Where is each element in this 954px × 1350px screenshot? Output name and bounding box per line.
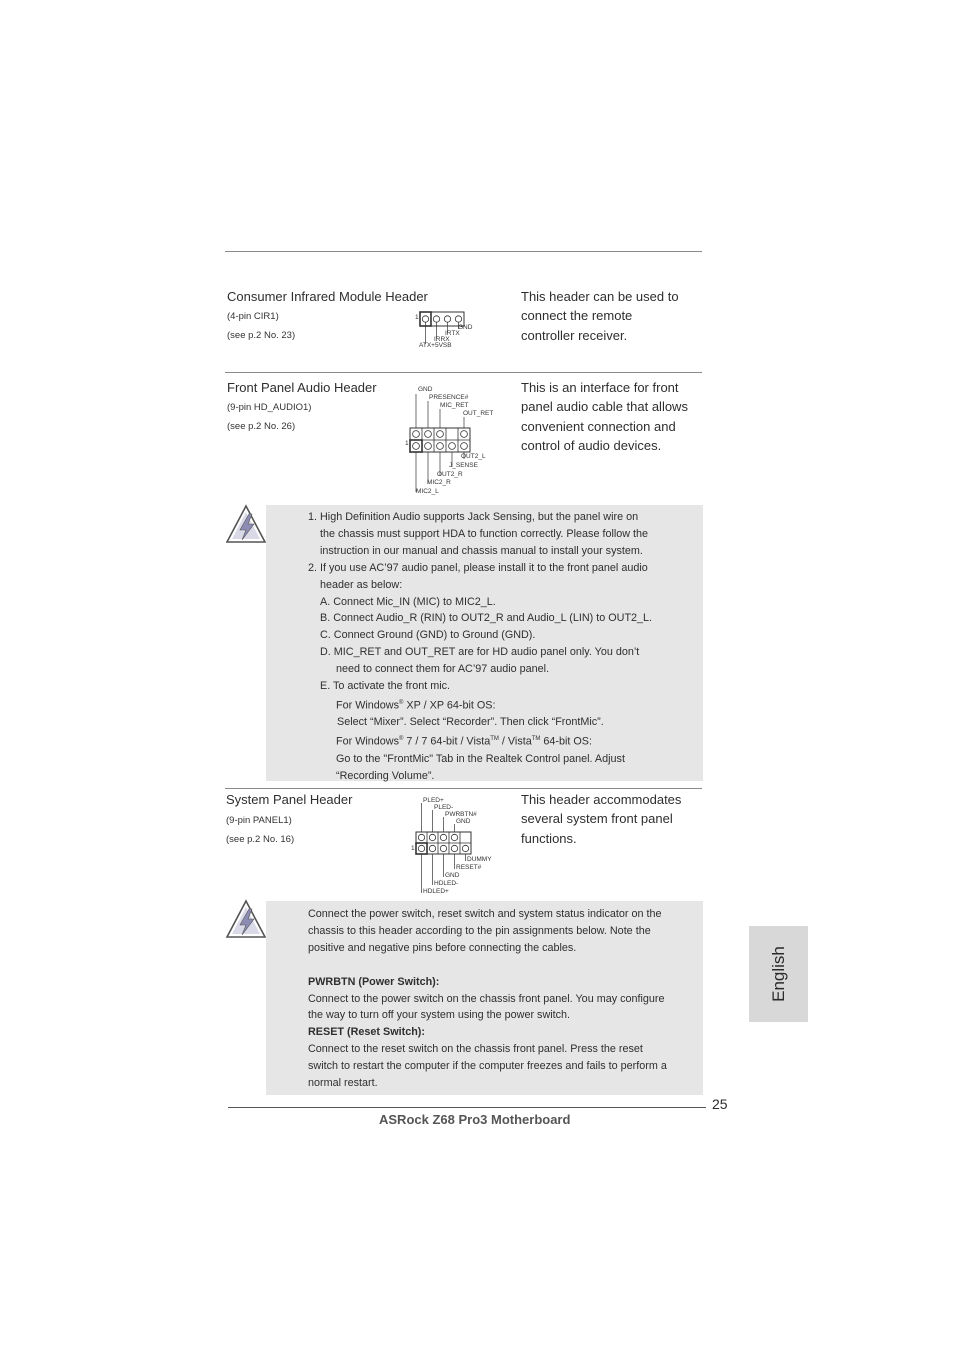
panel-title: System Panel Header	[226, 792, 353, 807]
note-line: C. Connect Ground (GND) to Ground (GND).	[320, 629, 536, 642]
note-line: Go to the "FrontMic" Tab in the Realtek Control panel. Adjust	[336, 752, 625, 765]
footer-rule	[228, 1107, 706, 1108]
cir-see: (see p.2 No. 23)	[227, 330, 296, 341]
footer-product: ASRock Z68 Pro3 Motherboard	[379, 1112, 571, 1127]
cir-pins: (4-pin CIR1)	[227, 311, 279, 322]
note-line-win7: For Windows® 7 / 7 64-bit / Vista™ / Vista™ 64-bit OS:	[336, 735, 593, 748]
panel-pwrbtn-label: PWRBTN#	[445, 811, 477, 818]
panel-see: (see p.2 No. 16)	[226, 834, 295, 845]
cir-title: Consumer Infrared Module Header	[227, 289, 428, 304]
audio-desc-line: panel audio cable that allows	[521, 399, 688, 415]
panel-diagram	[410, 795, 500, 895]
top-rule	[225, 251, 702, 252]
note-spacer	[308, 957, 698, 974]
note-line: header as below:	[320, 578, 403, 591]
cir-irrx-label: IRRX	[434, 336, 450, 343]
note-line: 2. If you use AC’97 audio panel, please install it to the front panel audio	[308, 561, 648, 574]
note-line: Connect to the power switch on the chassis front panel. You may configure	[308, 992, 665, 1005]
section-divider	[225, 372, 702, 373]
panel-pins: (9-pin PANEL1)	[226, 815, 292, 826]
note-line-xp: For Windows® XP / XP 64-bit OS:	[336, 699, 496, 712]
panel-desc-line: several system front panel	[521, 811, 673, 827]
note-line: normal restart.	[308, 1077, 378, 1090]
note-line: the way to turn off your system using the power switch.	[308, 1009, 571, 1022]
note-line: Connect to the reset switch on the chassis front panel. Press the reset	[308, 1043, 643, 1056]
cir-desc-line: This header can be used to	[521, 289, 679, 304]
note-line: the chassis must support HDA to function correctly. Please follow the	[320, 527, 649, 540]
cir-description	[521, 287, 679, 345]
note-line: positive and negative pins before connecting the cables.	[308, 941, 577, 954]
cir-irtx-label: IRTX	[445, 330, 460, 337]
audio-diagram	[404, 384, 504, 498]
note-line: 1. High Definition Audio supports Jack Sensing, but the panel wire on	[308, 511, 639, 523]
note-line: E. To activate the front mic.	[320, 680, 451, 693]
language-tab-label: English	[768, 946, 788, 1002]
audio-see: (see p.2 No. 26)	[227, 421, 296, 432]
note-line: D. MIC_RET and OUT_RET are for HD audio panel only. You don’t	[320, 646, 640, 659]
audio-desc-line: convenient connection and	[521, 418, 676, 434]
panel-dummy-label: DUMMY	[467, 856, 492, 863]
audio-out-ret-label: OUT_RET	[463, 410, 494, 417]
panel-desc-line: This header accommodates	[521, 792, 682, 807]
note-line: chassis to this header according to the pin assignments below. Note the	[308, 924, 651, 937]
audio-j-sense-label: J_SENSE	[449, 462, 478, 469]
audio-mic2-r-label: MIC2_R	[427, 479, 451, 486]
panel-pled-minus-label: PLED-	[434, 804, 454, 811]
audio-presence-label: PRESENCE#	[429, 394, 469, 401]
cir-diagram	[414, 310, 494, 352]
audio-description	[521, 378, 688, 455]
caution-icon	[225, 899, 267, 939]
panel-desc-line: functions.	[521, 830, 577, 846]
cir-desc-line: connect the remote	[521, 308, 633, 324]
note-line: B. Connect Audio_R (RIN) to OUT2_R and Audio_L (LIN) to OUT2_L.	[320, 612, 653, 625]
audio-gnd-label: GND	[418, 386, 433, 393]
note-line: “Recording Volume”.	[336, 769, 435, 782]
note-line: instruction in our manual and chassis manual to install your system.	[320, 544, 643, 557]
note-line: A. Connect Mic_IN (MIC) to MIC2_L.	[320, 595, 496, 608]
language-tab	[749, 926, 808, 1022]
panel-gnd2-label: GND	[445, 872, 460, 879]
section-divider	[225, 788, 702, 789]
audio-desc-line: control of audio devices.	[521, 437, 662, 453]
cir-desc-line: controller receiver.	[521, 327, 628, 343]
panel-reset-label: RESET#	[456, 864, 482, 871]
cir-pin1-label: 1	[415, 314, 419, 321]
cir-gnd-label: GND	[458, 324, 473, 331]
audio-out2-l-label: OUT2_L	[461, 453, 486, 460]
note-line: Connect the power switch, reset switch and system status indicator on the	[308, 908, 662, 920]
audio-mic-ret-label: MIC_RET	[440, 402, 469, 409]
audio-note-text	[308, 509, 698, 785]
audio-out2-r-label: OUT2_R	[437, 471, 463, 478]
panel-pled-plus-label: PLED+	[423, 797, 444, 804]
cir-atx-label: ATX+5VSB	[419, 342, 452, 349]
note-heading: RESET (Reset Switch):	[308, 1026, 425, 1039]
panel-note-text	[308, 906, 698, 1092]
note-heading: PWRBTN (Power Switch):	[308, 975, 440, 988]
panel-description	[521, 790, 681, 848]
audio-title: Front Panel Audio Header	[227, 380, 377, 395]
note-line: switch to restart the computer if the computer freezes and fails to perform a	[308, 1060, 667, 1073]
caution-icon	[225, 504, 267, 544]
audio-desc-line: This is an interface for front	[521, 380, 679, 395]
note-line: Select “Mixer”. Select “Recorder”. Then click “FrontMic”.	[337, 716, 604, 729]
panel-pin1-label: 1	[411, 845, 415, 852]
page-number: 25	[712, 1096, 728, 1112]
panel-hdled-minus-label: HDLED-	[434, 880, 459, 887]
audio-mic2-l-label: MIC2_L	[416, 488, 439, 495]
note-line: need to connect them for AC’97 audio panel.	[336, 663, 550, 676]
panel-gnd-label: GND	[456, 818, 471, 825]
panel-hdled-plus-label: HDLED+	[423, 888, 449, 895]
audio-pin1-label: 1	[405, 440, 409, 447]
audio-pins: (9-pin HD_AUDIO1)	[227, 402, 312, 413]
